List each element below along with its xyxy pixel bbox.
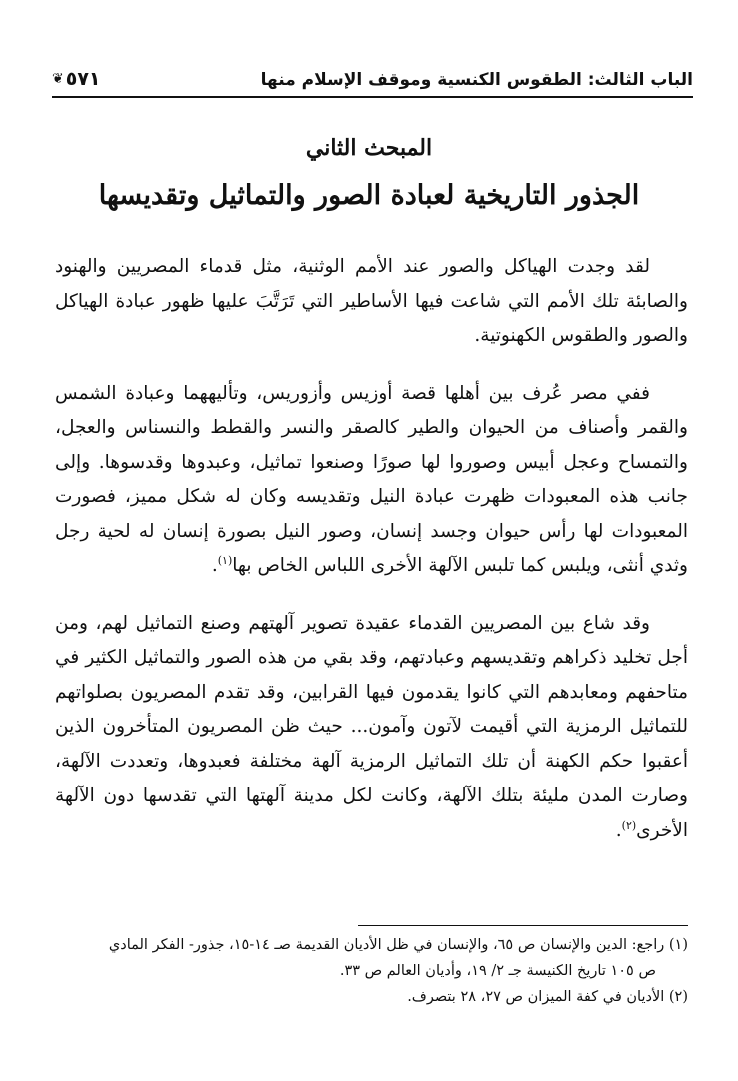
footnote-marker: (٢): [621, 818, 637, 832]
footnote-divider: [358, 925, 688, 926]
page-ornament-icon: ❦: [52, 71, 64, 87]
page-number: [52, 68, 101, 90]
paragraph: [55, 250, 688, 354]
running-header-title: الباب الثالث: الطقوس الكنسية وموقف الإسلام منها: [260, 70, 693, 90]
footnote-line: ص ١٠٥ تاريخ الكنيسة جـ ٢/ ١٩، وأديان العالم ص ٣٣.: [339, 963, 656, 979]
footnote-line: (١) راجع: الدين والإنسان ص ٦٥، والإنسان في ظل الأديان القديمة صـ ١٤-١٥، جذور- الفكر المادي: [108, 937, 688, 953]
section-label: المبحث الثاني: [305, 135, 433, 161]
footnote-marker: (١): [217, 553, 233, 567]
footnotes: [50, 932, 688, 1010]
paragraph: ففي مصر عُرف بين أهلها قصة أوزيس وأزوريس، وتأليههما وعبادة الشمس والقمر وأصناف من الحيوان والطير كالصقر والنسر والقطط والنسناس والعجل، والتمساح وعجل أبيس وصوروا لها صورًا وصنعوا تماثيل، وعبدوها وقدسوها. وإلى جانب هذه المعبودات ظهرت عبادة النيل وتقديسه وكان له شكل مميز، فصورت المعبودات لها رأس حيوان وجسد إنسان، وصور النيل بصورة إنسان له لحية رجل وثدي أنثى، ويلبس كما تلبس الآلهة الأخرى اللباس الخاص بها$^{(١)}$.: [55, 382, 688, 576]
paragraph-text: وقد شاع بين المصريين القدماء عقيدة تصوير آلهتهم وصنع التماثيل لهم، ومن أجل تخليد ذكراهم وتقديسهم وعبادتهم، وقد بقي من هذه الصور والتماثيل الكثير في متاحفهم ومعابدهم التي كانوا يقدمون فيها القرابين، وقد تقدم المصريون بصلواتهم للتماثيل الرمزية التي أقيمت لآتون وآمون... حيث ظن المصريون المتأخرون الذين أعقبوا حكم الكهنة أن تلك التماثيل الرمزية آلهة مختلفة فعبدوها، وتعددت الآلهة، وصارت المدن مليئة بتلك الآلهة، وكانت لكل مدينة آلهتها التي تقدسها دون الآلهة الأخرى: [55, 612, 688, 841]
body-text: [55, 250, 688, 871]
paragraph-text: ففي مصر عُرف بين أهلها قصة أوزيس وأزوريس، وتأليههما وعبادة الشمس والقمر وأصناف من الحيوان والطير كالصقر والنسر والقطط والنسناس والعجل، والتمساح وعجل أبيس وصوروا لها صورًا وصنعوا تماثيل، وعبدوها وقدسوها. وإلى جانب هذه المعبودات ظهرت عبادة النيل وتقديسه وكان له شكل مميز، فصورت المعبودات لها رأس حيوان وجسد إنسان، وصور النيل بصورة إنسان له لحية رجل وثدي أنثى، ويلبس كما تلبس الآلهة الأخرى اللباس الخاص بها: [55, 382, 688, 576]
paragraph-text: لقد وجدت الهياكل والصور عند الأمم الوثنية، مثل قدماء المصريين والهنود والصابئة تلك الأمم التي شاعت فيها الأساطير التي تَرَتَّبَ عليها ظهور عبادة الهياكل والصور والطقوس الكهنوتية.: [55, 256, 688, 346]
paragraph: [55, 607, 688, 849]
paragraph-tail: .: [615, 819, 622, 841]
chapter-title: الجذور التاريخية لعبادة الصور والتماثيل وتقديسها: [98, 180, 640, 211]
running-header: [52, 58, 693, 98]
page-number-value: ٥٧١: [65, 68, 101, 90]
footnote-line: (٢) الأديان في كفة الميزان ص ٢٧، ٢٨ بتصرف.: [407, 989, 688, 1005]
